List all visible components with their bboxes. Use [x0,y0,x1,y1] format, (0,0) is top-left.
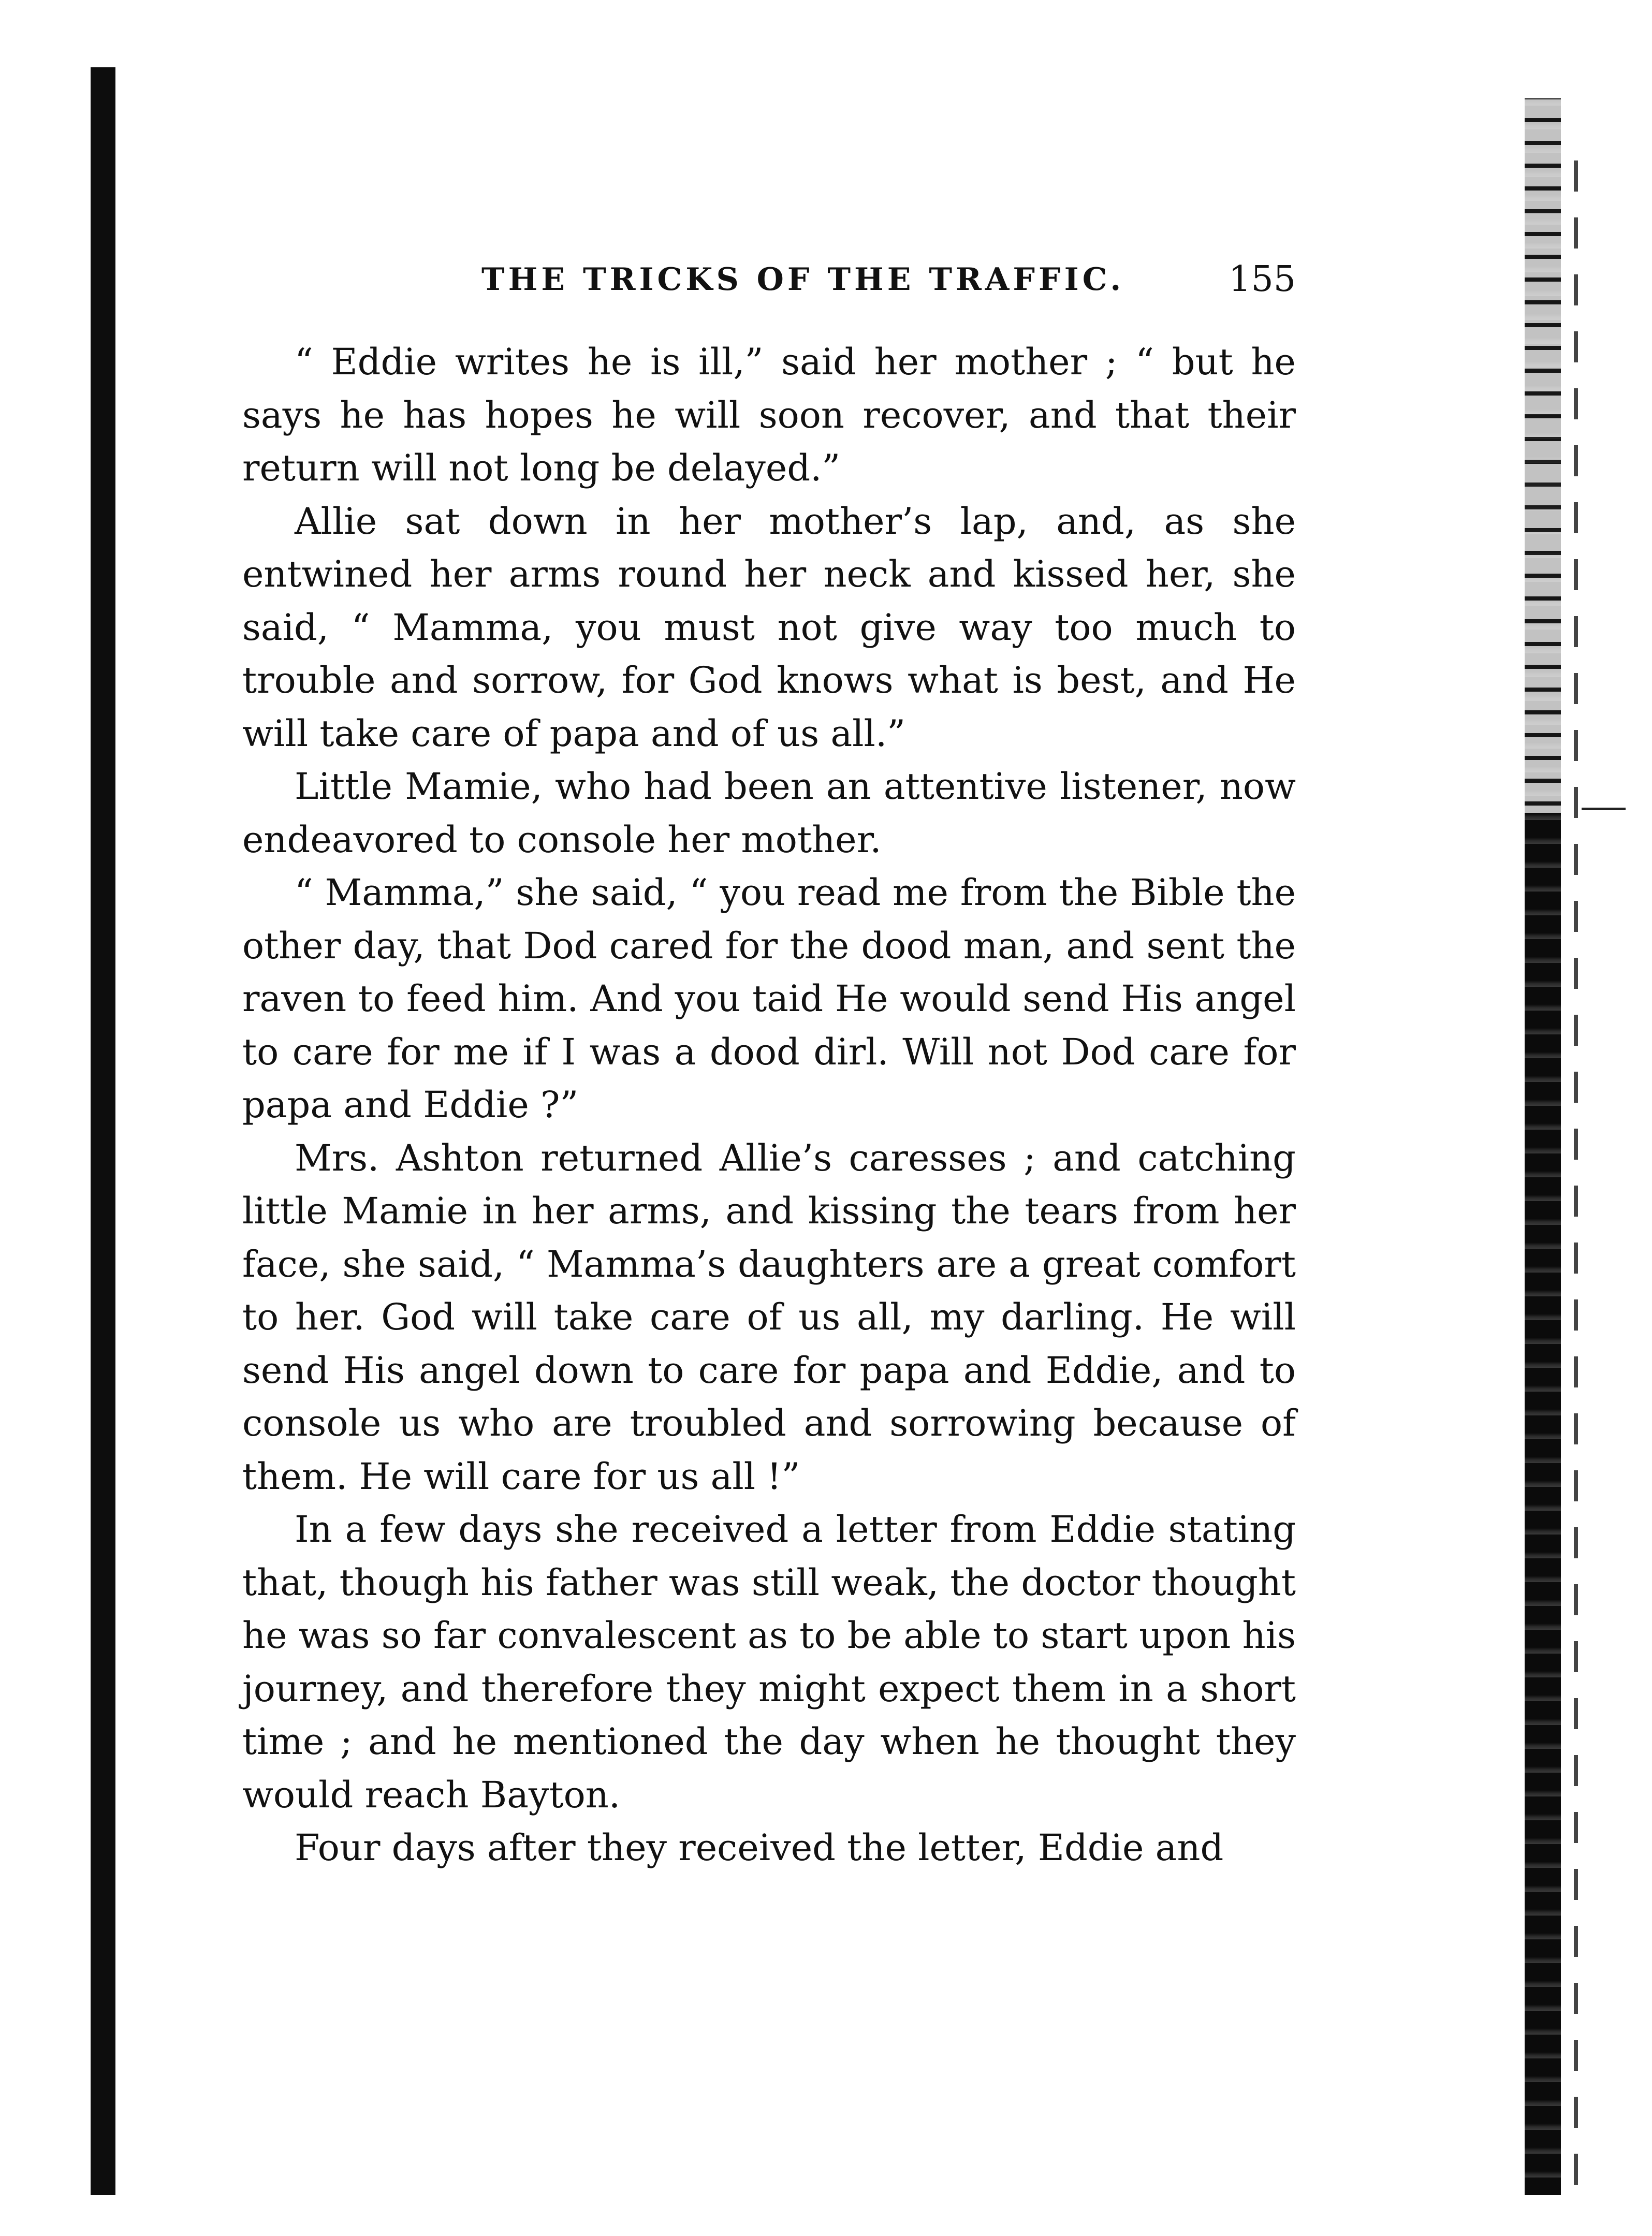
left-scan-binding-edge [91,67,115,2195]
paragraph: Little Mamie, who had been an attentive listener, now endeavored to console her mother. [242,765,1296,861]
paragraph: “ Mamma,” she said, “ you read me from the Bible the other day, that Dod cared for the dood man, and sent the raven to feed him. And you taid He would send His angel to care for me if I was a dood dirl. Will not Dod care for papa and Eddie ?” [242,871,1296,1126]
running-title: THE TRICKS OF THE TRAFFIC. [481,261,1125,298]
paragraph: Mrs. Ashton returned Allie’s caresses ; and catching little Mamie in her arms, and kissing the tears from her face, she said, “ Mamma’s daughters are a great comfort to her. God will take care of us all, my darling. He will send His angel down to care for papa and Eddie, and to console us who are troubled and sorrowing because of them. He will care for us all !” [242,1136,1296,1498]
right-scan-thin-line [1574,140,1578,2185]
paragraph: Allie sat down in her mother’s lap, and, as she entwined her arms round her neck and kissed her, she said, “ Mamma, you must not give way too much to trouble and sorrow, for God knows what is best, and He will take care of papa and of us all.” [242,500,1296,755]
paragraph: “ Eddie writes he is ill,” said her mother ; “ but he says he has hopes he will soon recover, and that their return will not long be delayed.” [242,341,1296,489]
running-header [242,249,1296,311]
page-number: 155 [1229,259,1296,300]
right-scan-binding-noise [1525,98,1561,813]
paragraph: In a few days she received a letter from Eddie stating that, though his father was still weak, the doctor thought he was so far convalescent as to be able to start upon his journey, and therefore they might expect them in a short time ; and he mentioned the day when he thought they would reach Bayton. [242,1508,1296,1816]
body-text [242,335,1296,1875]
scan-mark [1582,808,1626,810]
paragraph: Four days after they received the letter, Eddie and [295,1826,1224,1869]
